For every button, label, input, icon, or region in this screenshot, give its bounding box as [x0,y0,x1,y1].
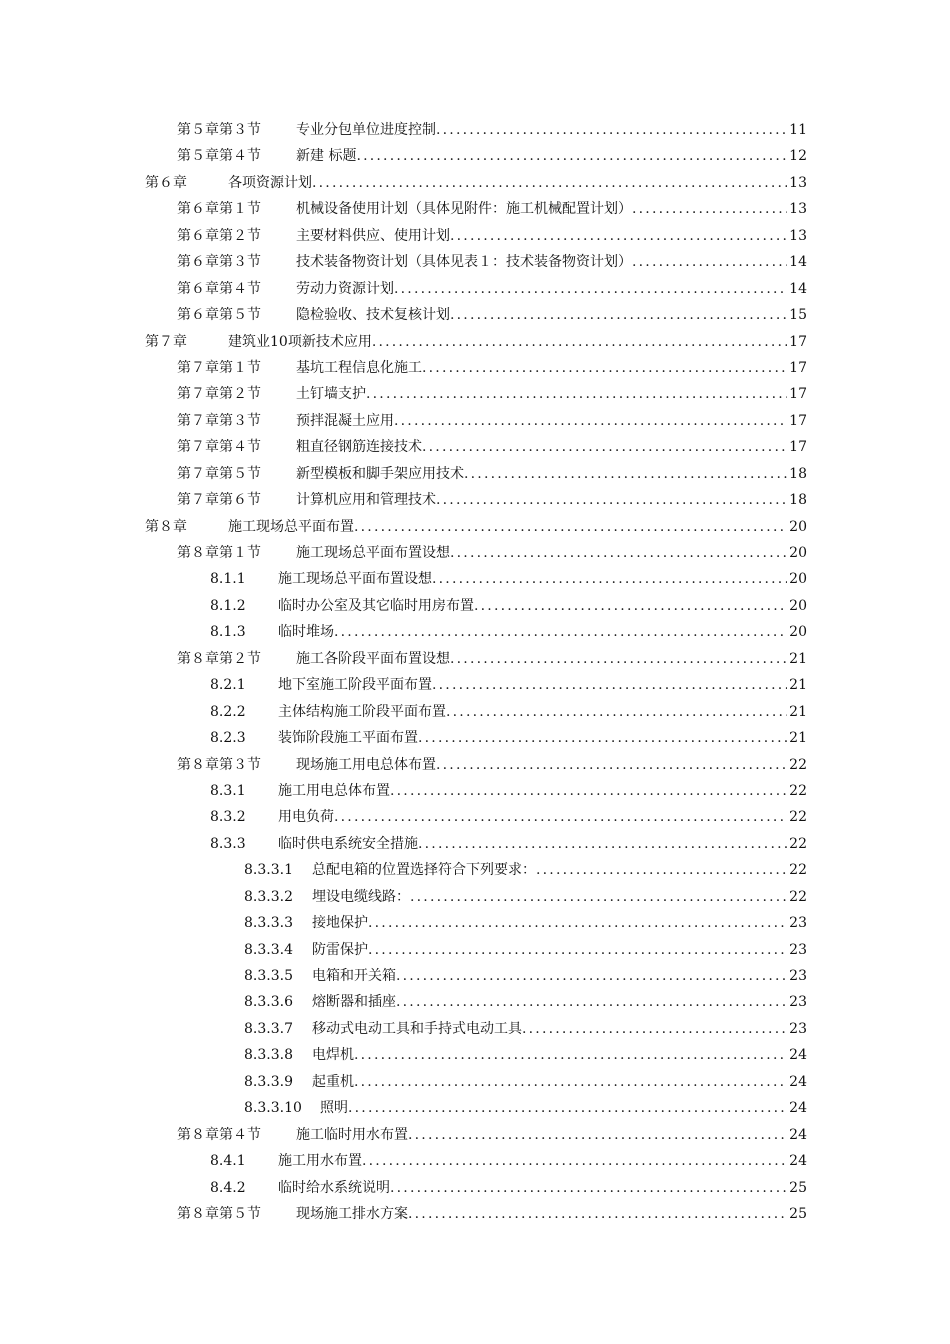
toc-entry-page-number: 17 [789,439,807,456]
toc-entry-title: 施工现场总平面布置 [228,518,354,535]
toc-entry[interactable] [0,672,950,698]
toc-entry-page-number: 24 [789,1073,807,1090]
toc-entry-page-number: 21 [789,650,807,667]
toc-entry-title: 施工各阶段平面布置设想 [296,650,450,667]
toc-entry[interactable] [0,989,950,1015]
toc-entry-number: 8.3.3.5 [244,968,293,984]
toc-entry-number: 8.3.3.3 [244,915,293,932]
toc-entry-title: 计算机应用和管理技术 [296,492,436,509]
toc-entry-number: 8.3.3.4 [244,941,293,958]
toc-entry-number: 第６章第２节 [177,227,261,244]
toc-entry-title: 现场施工排水方案 [296,1205,408,1222]
toc-entry-number: 第７章第２节 [177,386,261,403]
dot-leader [450,540,787,566]
toc-entry[interactable] [0,302,950,328]
dot-leader [474,593,787,619]
toc-entry-page-number: 23 [789,1020,807,1037]
dot-leader [408,1122,787,1148]
toc-entry[interactable] [0,963,950,989]
dot-leader [312,170,787,196]
toc-entry-line [296,355,807,381]
toc-entry-title: 施工现场总平面布置设想 [296,545,450,561]
toc-entry[interactable] [0,699,950,725]
dot-leader [354,1069,787,1095]
toc-entry-number: 8.2.3 [210,730,246,747]
toc-entry-page-number: 12 [789,148,807,165]
dot-leader [394,408,787,434]
toc-entry-number: 第５章第４节 [177,148,261,165]
toc-entry[interactable] [0,329,950,355]
toc-entry-title: 土钉墙支护 [296,386,366,403]
toc-entry-line [296,223,807,249]
toc-entry-title: 临时办公室及其它临时用房布置 [278,597,474,614]
toc-entry[interactable] [0,487,950,513]
toc-entry-title: 新型模板和脚手架应用技术 [296,465,464,482]
toc-entry-page-number: 22 [789,835,807,852]
toc-entry-title: 主体结构施工阶段平面布置 [278,703,446,720]
toc-entry-line [296,487,807,513]
toc-entry-page-number: 23 [789,968,807,984]
dot-leader [354,514,787,540]
toc-entry[interactable] [0,1175,950,1201]
toc-entry-line [296,249,807,275]
toc-entry[interactable] [0,223,950,249]
toc-entry-number: 8.3.3.10 [244,1100,302,1117]
toc-entry-line [312,989,807,1015]
toc-entry-title: 移动式电动工具和手持式电动工具 [312,1020,522,1037]
toc-entry-page-number: 13 [789,201,807,218]
toc-entry-title: 临时堆场 [278,624,334,641]
toc-entry-title: 劳动力资源计划 [296,280,394,297]
toc-entry-line [278,593,807,619]
toc-entry-page-number: 15 [789,307,807,324]
toc-entry-page-number: 20 [789,597,807,614]
toc-entry-line [296,752,807,778]
toc-entry[interactable] [0,1095,950,1121]
toc-entry-line [312,963,807,989]
toc-entry-title: 施工临时用水布置 [296,1126,408,1143]
toc-entry[interactable] [0,1042,950,1068]
toc-entry-page-number: 20 [789,571,807,588]
toc-entry-number: 8.3.3.6 [244,994,293,1011]
toc-entry-page-number: 14 [789,254,807,271]
dot-leader [334,804,787,830]
toc-entry-title: 现场施工用电总体布置 [296,756,436,773]
toc-entry-line [296,302,807,328]
toc-entry-page-number: 17 [789,359,807,376]
toc-entry-title: 施工现场总平面布置设想 [278,571,432,588]
toc-entry-number: 8.3.1 [210,782,246,799]
toc-entry-page-number: 25 [789,1179,807,1196]
toc-entry-line [296,408,807,434]
toc-entry-line [312,884,807,910]
toc-entry[interactable] [0,725,950,751]
toc-entry-title: 预拌混凝土应用 [296,412,394,429]
dot-leader [464,461,787,487]
toc-entry-line [320,1095,807,1121]
toc-entry-number: 第６章第５节 [177,307,261,324]
toc-entry-page-number: 23 [789,915,807,932]
toc-entry-page-number: 20 [789,624,807,641]
toc-entry-number: 第５章第３节 [177,122,261,138]
toc-entry-title: 技术装备物资计划（具体见表１：技术装备物资计划） [296,254,632,271]
toc-entry[interactable] [0,857,950,883]
toc-entry[interactable] [0,249,950,275]
toc-entry-line [278,566,807,592]
toc-entry-number: 8.2.1 [210,677,246,694]
toc-entry-number: 第７章第５节 [177,465,261,482]
toc-entry[interactable] [0,804,950,830]
dot-leader [334,619,787,645]
toc-entry-number: 第６章第１节 [177,201,261,218]
toc-entry-page-number: 23 [789,994,807,1011]
dot-leader [396,963,787,989]
toc-entry-title: 起重机 [312,1073,354,1090]
toc-entry-number: 8.1.3 [210,624,246,641]
toc-entry-title: 施工用水布置 [278,1153,362,1170]
toc-entry-number: 第７章第１节 [177,359,261,376]
toc-entry-number: 第７章第３节 [177,412,261,429]
toc-entry-number: 8.3.3.2 [244,888,293,905]
toc-entry-line [296,1201,807,1227]
dot-leader [436,487,787,513]
toc-entry[interactable] [0,196,950,222]
toc-entry-number: 第８章第４节 [177,1126,261,1143]
toc-entry-title: 总配电箱的位置选择符合下列要求： [312,862,536,879]
dot-leader [354,1042,787,1068]
toc-entry-page-number: 13 [789,227,807,244]
toc-entry[interactable] [0,434,950,460]
toc-entry-title: 专业分包单位进度控制 [296,122,436,138]
toc-entry-line [312,857,807,883]
dot-leader [450,302,787,328]
toc-entry-page-number: 13 [789,174,807,191]
dot-leader [368,937,787,963]
toc-entry[interactable] [0,355,950,381]
dot-leader [450,646,787,672]
toc-entry-page-number: 24 [789,1100,807,1117]
dot-leader [522,1016,787,1042]
toc-entry[interactable] [0,1069,950,1095]
dot-leader [356,143,787,169]
toc-entry[interactable] [0,619,950,645]
dot-leader [418,725,787,751]
dot-leader [432,672,787,698]
toc-entry-number: 8.4.1 [210,1153,246,1170]
toc-entry-page-number: 18 [789,465,807,482]
toc-entry[interactable] [0,752,950,778]
toc-entry-line [278,778,807,804]
toc-entry-page-number: 11 [789,122,807,138]
toc-entry-line [278,804,807,830]
toc-entry-number: 第６章 [145,174,187,191]
toc-entry-page-number: 17 [789,386,807,403]
dot-leader [390,1175,787,1201]
toc-entry-number: 8.1.1 [210,571,246,588]
toc-entry-number: 第６章第３节 [177,254,261,271]
toc-entry-number: 第８章第１节 [177,545,261,561]
toc-entry-title: 粗直径钢筋连接技术 [296,439,422,456]
toc-entry-line [296,276,807,302]
dot-leader [418,831,787,857]
dot-leader [348,1095,787,1121]
toc-entry-title: 用电负荷 [278,809,334,826]
toc-entry-page-number: 17 [789,412,807,429]
toc-entry-line [278,672,807,698]
toc-entry-title: 临时给水系统说明 [278,1179,390,1196]
toc-entry-title: 照明 [320,1100,348,1117]
dot-leader [362,1148,787,1174]
toc-entry[interactable] [0,1201,950,1227]
toc-entry[interactable] [0,937,950,963]
toc-entry-title: 机械设备使用计划（具体见附件：施工机械配置计划） [296,201,632,218]
toc-entry-line [278,1148,807,1174]
toc-entry-title: 防雷保护 [312,941,368,958]
toc-entry-line [278,1175,807,1201]
toc-entry-page-number: 14 [789,280,807,297]
toc-entry[interactable] [0,143,950,169]
toc-entry-number: 第７章第４节 [177,439,261,456]
toc-entry[interactable] [0,1148,950,1174]
toc-entry-page-number: 22 [789,756,807,773]
toc-entry-number: 第８章第２节 [177,650,261,667]
toc-entry-title: 隐检验收、技术复核计划 [296,307,450,324]
toc-entry-line [296,646,807,672]
toc-entry-page-number: 22 [789,809,807,826]
dot-leader [422,434,787,460]
dot-leader [422,355,787,381]
dot-leader [396,989,787,1015]
toc-entry-line [296,196,807,222]
toc-entry[interactable] [0,117,950,143]
toc-entry-page-number: 25 [789,1205,807,1222]
toc-entry-title: 新建 标题 [296,148,357,165]
dot-leader [436,117,787,143]
toc-entry-line [278,699,807,725]
toc-entry-line [296,117,807,143]
toc-entry-line [312,1016,807,1042]
toc-entry-line [312,1042,807,1068]
toc-entry-line [312,1069,807,1095]
toc-entry-title: 临时供电系统安全措施 [278,835,418,852]
toc-entry-page-number: 21 [789,677,807,694]
toc-entry[interactable] [0,408,950,434]
toc-entry-page-number: 24 [789,1126,807,1143]
toc-entry-line [278,619,807,645]
toc-entry-number: 8.3.3.9 [244,1073,293,1090]
toc-entry-title: 各项资源计划 [228,174,312,191]
toc-entry[interactable] [0,593,950,619]
toc-entry-number: 8.3.3.1 [244,862,293,879]
toc-entry-title: 熔断器和插座 [312,994,396,1011]
toc-entry-number: 第８章第５节 [177,1205,261,1222]
dot-leader [446,699,787,725]
toc-entry-line [296,540,807,566]
dot-leader [368,910,787,936]
toc-entry-line [228,170,807,196]
toc-entry-number: 第７章第６节 [177,492,261,509]
toc-entry-title: 埋设电缆线路： [312,888,410,905]
toc-entry-number: 第７章 [145,333,187,350]
toc-entry-number: 8.3.2 [210,809,246,826]
toc-entry-line [312,910,807,936]
toc-entry-number: 8.3.3 [210,835,246,852]
toc-entry-page-number: 24 [789,1047,807,1064]
toc-entry-number: 8.3.3.7 [244,1020,293,1037]
dot-leader [632,249,787,275]
toc-entry[interactable] [0,461,950,487]
toc-entry-line [228,514,807,540]
dot-leader [390,778,787,804]
dot-leader [410,884,787,910]
toc-entry-page-number: 20 [789,518,807,535]
toc-entry[interactable] [0,1122,950,1148]
toc-entry-page-number: 17 [789,333,807,350]
toc-entry-title: 建筑业10项新技术应用 [228,333,372,350]
toc-entry-line [296,461,807,487]
toc-entry[interactable] [0,381,950,407]
toc-entry-line [278,725,807,751]
dot-leader [436,752,787,778]
toc-entry-number: 8.4.2 [210,1179,246,1196]
toc-entry-page-number: 23 [789,941,807,958]
toc-entry[interactable] [0,910,950,936]
toc-entry-line [312,937,807,963]
toc-entry-line [296,143,807,169]
toc-entry-title: 电箱和开关箱 [312,968,396,984]
toc-entry-page-number: 22 [789,782,807,799]
toc-entry-number: 8.1.2 [210,597,246,614]
toc-entry-title: 施工用电总体布置 [278,782,390,799]
toc-entry-number: 第８章 [145,518,187,535]
toc-entry[interactable] [0,646,950,672]
toc-entry-page-number: 21 [789,730,807,747]
toc-entry[interactable] [0,540,950,566]
toc-entry-number: 8.2.2 [210,703,246,720]
toc-entry[interactable] [0,566,950,592]
dot-leader [450,223,787,249]
toc-entry[interactable] [0,778,950,804]
dot-leader [366,381,787,407]
dot-leader [536,857,787,883]
toc-entry-page-number: 20 [789,545,807,561]
toc-entry[interactable] [0,276,950,302]
dot-leader [408,1201,787,1227]
toc-entry-title: 装饰阶段施工平面布置 [278,730,418,747]
toc-entry-title: 接地保护 [312,915,368,932]
toc-entry[interactable] [0,831,950,857]
toc-entry-page-number: 18 [789,492,807,509]
toc-entry-page-number: 24 [789,1153,807,1170]
toc-entry-number: 第６章第４节 [177,280,261,297]
toc-entry[interactable] [0,170,950,196]
toc-entry-page-number: 21 [789,703,807,720]
toc-entry-line [296,434,807,460]
toc-entry-title: 地下室施工阶段平面布置 [278,677,432,694]
dot-leader [432,566,787,592]
dot-leader [632,196,787,222]
dot-leader [372,329,787,355]
toc-entry-number: 8.3.3.8 [244,1047,293,1064]
toc-entry-line [296,1122,807,1148]
toc-entry-line [228,329,807,355]
toc-entry-line [296,381,807,407]
toc-entry[interactable] [0,1016,950,1042]
toc-entry-page-number: 22 [789,862,807,879]
toc-entry-title: 主要材料供应、使用计划 [296,227,450,244]
toc-entry-number: 第８章第３节 [177,756,261,773]
toc-entry-title: 基坑工程信息化施工 [296,359,422,376]
dot-leader [394,276,787,302]
toc-entry-title: 电焊机 [312,1047,354,1064]
toc-entry-line [278,831,807,857]
table-of-contents [0,117,950,1227]
toc-entry-page-number: 22 [789,888,807,905]
toc-entry[interactable] [0,514,950,540]
toc-entry[interactable] [0,884,950,910]
